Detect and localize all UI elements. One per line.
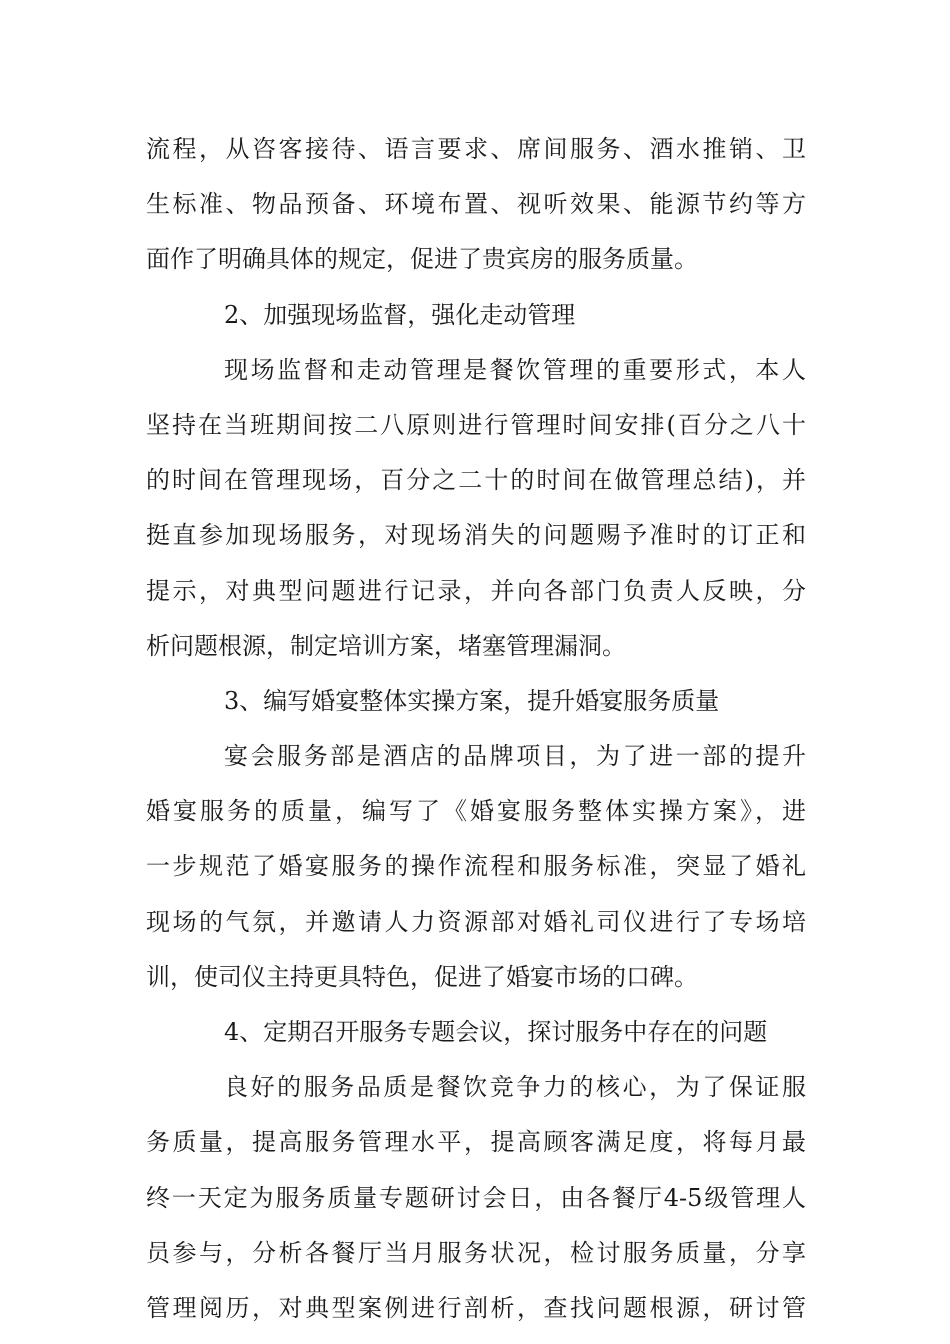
paragraph-line: 面作了明确具体的规定，促进了贵宾房的服务质量。 — [146, 245, 698, 274]
paragraph-line: 现场的气氛，并邀请人力资源部对婚礼司仪进行了专场培 — [146, 907, 806, 936]
paragraph-line: 析问题根源，制定培训方案，堵塞管理漏洞。 — [146, 631, 626, 660]
paragraph-line: 务质量，提高服务管理水平，提高顾客满足度，将每月最 — [146, 1128, 806, 1157]
paragraph-line: 员参与，分析各餐厅当月服务状况，检讨服务质量，分享 — [146, 1238, 806, 1267]
paragraph-line: 终一天定为服务质量专题研讨会日，由各餐厅4-5级管理人 — [146, 1183, 806, 1212]
paragraph-line: 提示，对典型问题进行记录，并向各部门负责人反映，分 — [146, 576, 806, 605]
paragraph-line: 良好的服务品质是餐饮竞争力的核心，为了保证服 — [224, 1073, 806, 1102]
paragraph-line: 现场监督和走动管理是餐饮管理的重要形式，本人 — [224, 355, 806, 384]
paragraph-line: 一步规范了婚宴服务的操作流程和服务标准，突显了婚礼 — [146, 852, 806, 881]
document-page — [146, 122, 806, 1336]
paragraph-line: 管理阅历，对典型案例进行剖析，查找问题根源，研讨管 — [146, 1293, 806, 1322]
paragraph-line: 挺直参加现场服务，对现场消失的问题赐予准时的订正和 — [146, 521, 806, 550]
section-heading: 2、加强现场监督，强化走动管理 — [224, 300, 576, 329]
paragraph-line: 的时间在管理现场，百分之二十的时间在做管理总结)，并 — [146, 466, 806, 495]
paragraph-line: 流程，从咨客接待、语言要求、席间服务、酒水推销、卫 — [146, 135, 806, 163]
paragraph-line: 婚宴服务的质量，编写了《婚宴服务整体实操方案》，进 — [146, 797, 806, 826]
paragraph-line: 坚持在当班期间按二八原则进行管理时间安排(百分之八十 — [146, 410, 806, 439]
section-heading: 4、定期召开服务专题会议，探讨服务中存在的问题 — [224, 1018, 768, 1046]
paragraph-line: 生标准、物品预备、环境布置、视听效果、能源节约等方 — [146, 190, 806, 219]
section-heading: 3、编写婚宴整体实操方案，提升婚宴服务质量 — [224, 686, 720, 715]
paragraph-line: 训，使司仪主持更具特色，促进了婚宴市场的口碑。 — [146, 962, 698, 991]
paragraph-line: 宴会服务部是酒店的品牌项目，为了进一部的提升 — [224, 742, 806, 771]
